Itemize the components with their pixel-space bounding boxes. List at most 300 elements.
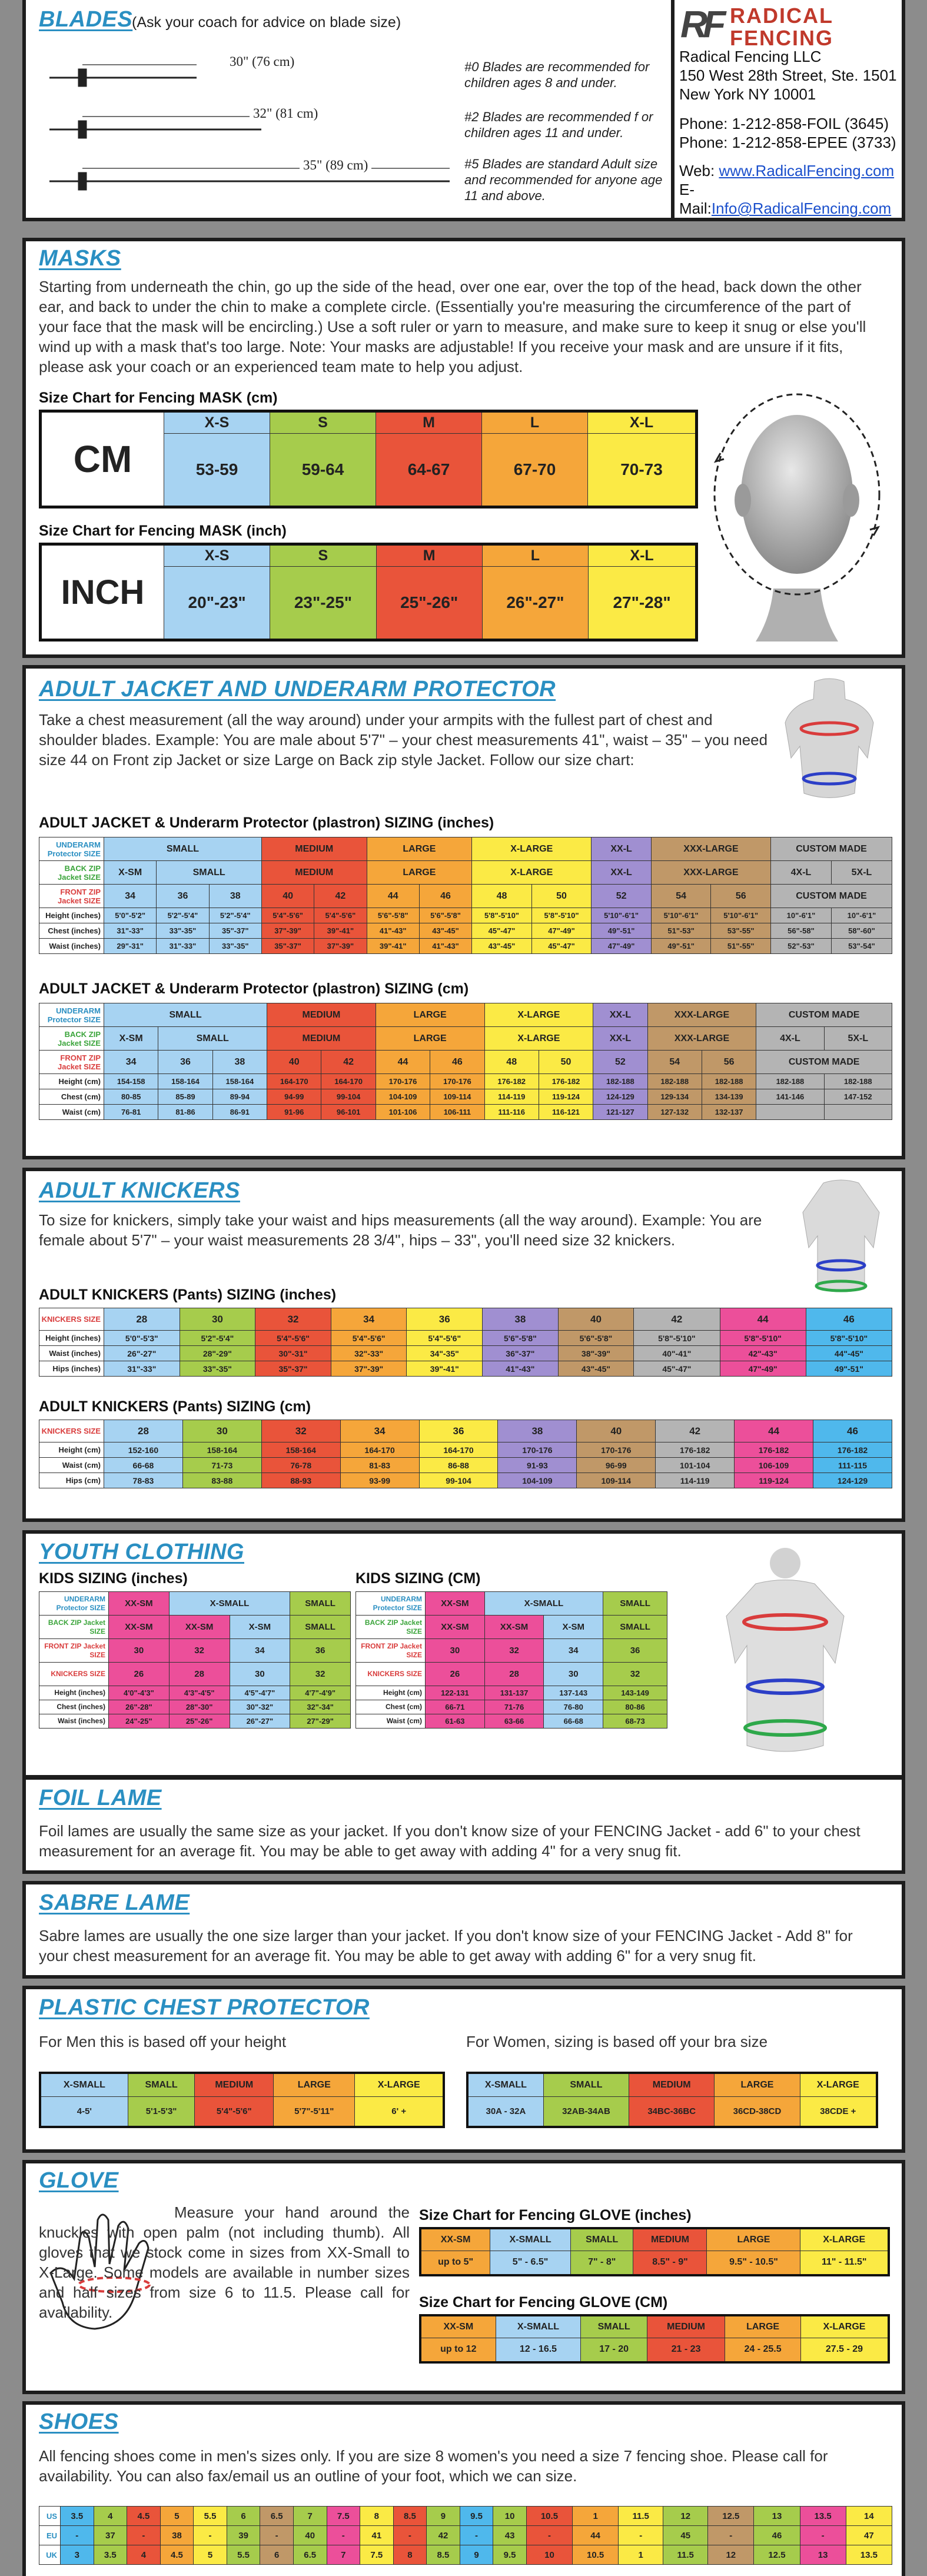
mask-size: S [270, 544, 376, 567]
table-cell: 11" - 11.5" [800, 2251, 889, 2275]
row-label: BACK ZIP Jacket SIZE [39, 861, 104, 885]
table-cell: 132-137 [702, 1105, 756, 1120]
table-cell: 10.5 [526, 2507, 572, 2526]
row-label: KNICKERS SIZE [39, 1308, 104, 1331]
table-cell: 4'7"-4'9" [290, 1686, 351, 1700]
table-cell: 6 [227, 2507, 260, 2526]
table-cell: X-LARGE [355, 2073, 444, 2096]
table-cell: 4'3"-4'5" [169, 1686, 230, 1700]
table-cell: 111-116 [484, 1105, 539, 1120]
table-cell: - [61, 2526, 94, 2545]
blade-length-1: 32" (81 cm) [250, 106, 321, 121]
row-label: UK [39, 2545, 61, 2565]
table-cell: X-LARGE [800, 2073, 877, 2096]
table-cell: 42 [656, 1420, 735, 1442]
table-cell: 17 - 20 [581, 2338, 647, 2362]
chest-women-table [466, 2072, 878, 2128]
table-cell: 37"-39" [261, 923, 314, 939]
table-cell: 10 [526, 2545, 572, 2565]
row-label: BACK ZIP Jacket SIZE [39, 1616, 109, 1639]
table-cell: 47"-49" [592, 939, 652, 954]
table-cell: 5'2"-5'4" [180, 1331, 255, 1346]
table-cell: 44 [735, 1420, 813, 1442]
table-cell: 38 [483, 1308, 559, 1331]
table-cell: 9.5 [493, 2545, 527, 2565]
table-cell: 54 [651, 885, 711, 908]
table-cell: XX-SM [420, 2315, 496, 2338]
row-label: UNDERARM Protector SIZE [39, 837, 104, 861]
jacket-inch-title: ADULT JACKET & Underarm Protector (plastron) SIZING (inches) [39, 815, 494, 831]
row-label: Waist (inches) [39, 939, 104, 954]
logo-text: RADICAL FENCING [730, 4, 833, 50]
table-cell: SMALL [157, 861, 262, 885]
table-cell: 30"-32" [230, 1700, 290, 1714]
table-cell: 8.5" - 9" [633, 2251, 707, 2275]
table-cell: 158-164 [261, 1442, 340, 1458]
table-cell: 45 [663, 2526, 708, 2545]
table-cell: 5" - 6.5" [490, 2251, 571, 2275]
kids-cm-table [355, 1591, 667, 1729]
table-cell: 3.5 [94, 2545, 127, 2565]
table-cell: 51"-55" [711, 939, 771, 954]
mask-cm-value: 70-73 [588, 434, 697, 507]
row-label: KNICKERS SIZE [356, 1663, 426, 1686]
table-cell: 114-119 [656, 1473, 735, 1488]
table-cell: CUSTOM MADE [756, 1003, 892, 1027]
table-cell: 176-182 [656, 1442, 735, 1458]
table-cell: 99-104 [321, 1089, 376, 1105]
table-cell: 49"-51" [651, 939, 711, 954]
phone-1: Phone: 1-212-858-FOIL (3645) [679, 115, 889, 132]
table-cell: SMALL [581, 2315, 647, 2338]
table-cell: 46 [813, 1420, 892, 1442]
table-cell: 47 [846, 2526, 892, 2545]
table-cell: up to 5" [420, 2251, 490, 2275]
table-cell: XX-SM [426, 1592, 485, 1616]
table-cell: LARGE [707, 2228, 800, 2251]
table-cell: 122-131 [426, 1686, 485, 1700]
phone-2: Phone: 1-212-858-EPEE (3733) [679, 134, 896, 151]
table-cell: LARGE [715, 2073, 800, 2096]
table-cell: 5'0"-5'3" [104, 1331, 180, 1346]
table-cell: 34"-35" [407, 1346, 483, 1361]
table-cell: 91-93 [498, 1458, 577, 1473]
glove-cm-table [419, 2314, 890, 2364]
row-label: Waist (cm) [39, 1458, 104, 1473]
mask-cm-value: 59-64 [270, 434, 376, 507]
jacket-section [22, 665, 905, 1159]
table-cell: 39"-41" [407, 1361, 483, 1377]
row-label: Waist (inches) [39, 1346, 104, 1361]
table-cell: 1 [573, 2507, 619, 2526]
table-cell: 5'6"-5'8" [367, 908, 419, 923]
table-cell: 31"-33" [104, 1361, 180, 1377]
table-cell: 85-89 [158, 1089, 212, 1105]
table-cell: MEDIUM [633, 2228, 707, 2251]
company-name: Radical Fencing LLC [679, 48, 822, 65]
knickers-inch-title: ADULT KNICKERS (Pants) SIZING (inches) [39, 1287, 337, 1303]
table-cell: SMALL [543, 2073, 629, 2096]
table-cell: 4.5 [160, 2545, 194, 2565]
mask-cm-value: 53-59 [164, 434, 270, 507]
table-cell: 32 [255, 1308, 331, 1331]
table-cell: 5'10"-6'1" [592, 908, 652, 923]
row-label: FRONT ZIP Jacket SIZE [39, 885, 104, 908]
table-cell: 80-86 [603, 1700, 667, 1714]
table-cell: 6.5 [260, 2507, 294, 2526]
mask-inch-title: Size Chart for Fencing MASK (inch) [39, 523, 287, 539]
table-cell: - [800, 2526, 846, 2545]
masks-section [22, 238, 905, 658]
row-label: Chest (inches) [39, 923, 104, 939]
table-cell: 27.5 - 29 [800, 2338, 889, 2362]
table-cell: 33"-35" [157, 923, 209, 939]
table-cell: 38 [212, 1051, 267, 1074]
table-cell: 124-129 [593, 1089, 647, 1105]
table-cell: 48 [484, 1051, 539, 1074]
chest-title: PLASTIC CHEST PROTECTOR [39, 1995, 370, 2020]
table-cell: 42 [314, 885, 367, 908]
table-cell: 158-164 [182, 1442, 261, 1458]
jacket-title: ADULT JACKET AND UNDERARM PROTECTOR [39, 677, 556, 702]
table-cell: 14 [846, 2507, 892, 2526]
table-cell: 49"-51" [592, 923, 652, 939]
table-cell: 35"-37" [255, 1361, 331, 1377]
table-cell: 127-132 [647, 1105, 702, 1120]
kids-inch-table [39, 1591, 351, 1729]
table-cell: 38 [160, 2526, 194, 2545]
table-cell: 5'4"-5'6" [331, 1331, 407, 1346]
blades-title: BLADES [39, 7, 133, 32]
blade-length-2: 35" (89 cm) [300, 158, 371, 173]
table-cell: 170-176 [577, 1442, 656, 1458]
table-cell: 35"-37" [261, 939, 314, 954]
table-cell: LARGE [725, 2315, 801, 2338]
table-cell: LARGE [367, 837, 472, 861]
table-cell: 66-71 [426, 1700, 485, 1714]
table-cell: 106-109 [735, 1458, 813, 1473]
row-label: Height (inches) [39, 1686, 109, 1700]
table-cell: 182-188 [702, 1074, 756, 1089]
table-cell: 5'6"-5'8" [558, 1331, 634, 1346]
table-cell: 40"-41" [634, 1346, 720, 1361]
table-cell: 5'2"-5'4" [157, 908, 209, 923]
table-cell: 164-170 [321, 1074, 376, 1089]
table-cell: X-SM [544, 1616, 603, 1639]
table-cell: XXX-LARGE [651, 837, 770, 861]
table-cell: 106-111 [430, 1105, 484, 1120]
table-cell: 52 [593, 1051, 647, 1074]
row-label: Waist (cm) [39, 1105, 104, 1120]
torso-illustration [779, 676, 879, 829]
blade-note-2: #5 Blades are standard Adult size and recommended for anyone age 11 and above. [464, 157, 663, 203]
table-cell: 34 [104, 885, 157, 908]
table-cell: X-SM [230, 1616, 290, 1639]
table-cell: SMALL [104, 837, 262, 861]
table-cell: 176-182 [735, 1442, 813, 1458]
chest-section [22, 1986, 905, 2153]
table-cell: 116-121 [539, 1105, 593, 1120]
table-cell: 37"-39" [314, 939, 367, 954]
row-label: BACK ZIP Jacket SIZE [356, 1616, 426, 1639]
table-cell: 170-176 [376, 1074, 430, 1089]
table-cell: 76-81 [104, 1105, 158, 1120]
table-cell: 11.5 [619, 2507, 663, 2526]
chest-women-note: For Women, sizing is based off your bra size [466, 2033, 768, 2050]
table-cell: 40 [261, 885, 314, 908]
table-cell: 141-146 [756, 1089, 824, 1105]
table-cell: 12 [708, 2545, 754, 2565]
table-cell: 76-80 [544, 1700, 603, 1714]
shoes-text: All fencing shoes come in men's sizes only. If you are size 8 women's you need a size 7 fencing shoe. Please call for availability. You can also fax/email us an outline of your foot, which we can size. [39, 2447, 828, 2485]
table-cell: XX-L [593, 1027, 647, 1051]
glove-title: GLOVE [39, 2168, 119, 2193]
table-cell: X-LARGE [800, 2228, 889, 2251]
table-cell: 9 [460, 2545, 493, 2565]
table-cell: LARGE [274, 2073, 355, 2096]
table-cell: - [619, 2526, 663, 2545]
table-cell: 36CD-38CD [715, 2096, 800, 2127]
email-link[interactable]: Info@RadicalFencing.com [711, 200, 892, 217]
mask-inch-value: 25"-26" [376, 567, 482, 640]
table-cell: 56 [702, 1051, 756, 1074]
table-cell: 12 [663, 2507, 708, 2526]
row-label: Height (cm) [356, 1686, 426, 1700]
table-cell: 29"-31" [104, 939, 157, 954]
youth-title: YOUTH CLOTHING [39, 1540, 244, 1564]
table-cell: 104-109 [376, 1089, 430, 1105]
logo [680, 2, 904, 49]
table-cell: 6.5 [293, 2545, 327, 2565]
table-cell: 40 [293, 2526, 327, 2545]
mask-size: X-S [164, 544, 270, 567]
table-cell: up to 12 [420, 2338, 496, 2362]
mask-cm-table [39, 410, 698, 508]
table-cell: 24"-25" [109, 1714, 170, 1729]
table-cell: - [460, 2526, 493, 2545]
table-cell: SMALL [104, 1003, 267, 1027]
table-cell: 158-164 [158, 1074, 212, 1089]
table-cell: 32AB-34AB [543, 2096, 629, 2127]
web-link[interactable]: www.RadicalFencing.com [719, 162, 895, 180]
table-cell: 52 [592, 885, 652, 908]
table-cell: 36 [157, 885, 209, 908]
table-cell: - [260, 2526, 294, 2545]
table-cell: 96-99 [577, 1458, 656, 1473]
shoes-title: SHOES [39, 2409, 119, 2434]
table-cell: X-SMALL [484, 1592, 603, 1616]
table-cell: SMALL [570, 2228, 633, 2251]
table-cell: 35"-37" [209, 923, 261, 939]
table-cell: XX-L [592, 861, 652, 885]
mask-size: X-S [164, 411, 270, 434]
table-cell: - [708, 2526, 754, 2545]
table-cell: 8 [360, 2507, 394, 2526]
table-cell: 6 [260, 2545, 294, 2565]
table-cell: 5'4"-5'6" [314, 908, 367, 923]
table-cell: 46 [419, 885, 471, 908]
table-cell: 47"-49" [720, 1361, 806, 1377]
table-cell: 147-152 [824, 1089, 892, 1105]
table-cell: 32"-33" [331, 1346, 407, 1361]
table-cell: 86-91 [212, 1105, 267, 1120]
table-cell: 30"-31" [255, 1346, 331, 1361]
table-cell: 5 [194, 2545, 227, 2565]
table-cell: 81-86 [158, 1105, 212, 1120]
table-cell: 48 [472, 885, 532, 908]
table-cell: 28"-30" [169, 1700, 230, 1714]
table-cell: SMALL [290, 1592, 351, 1616]
table-cell: 44 [573, 2526, 619, 2545]
table-cell: 30 [426, 1639, 485, 1663]
table-cell: 5'8"-5'10" [720, 1331, 806, 1346]
table-cell: XX-SM [420, 2228, 490, 2251]
table-cell: 32 [484, 1639, 544, 1663]
table-cell: 38CDE + [800, 2096, 877, 2127]
table-cell: 119-124 [539, 1089, 593, 1105]
sabre-section [22, 1881, 905, 1979]
table-cell: 52"-53" [771, 939, 832, 954]
table-cell: 32 [169, 1639, 230, 1663]
table-cell: X-SMALL [490, 2228, 571, 2251]
table-cell: 137-143 [544, 1686, 603, 1700]
table-cell: SMALL [290, 1616, 351, 1639]
knickers-cm-title: ADULT KNICKERS (Pants) SIZING (cm) [39, 1398, 311, 1415]
mask-cm-value: 67-70 [482, 434, 588, 507]
table-cell: 71-73 [182, 1458, 261, 1473]
table-cell: XXX-LARGE [651, 861, 770, 885]
table-cell: 66-68 [104, 1458, 183, 1473]
table-cell: 46 [430, 1051, 484, 1074]
table-cell: 154-158 [104, 1074, 158, 1089]
youth-section [22, 1530, 905, 1779]
table-cell: 66-68 [544, 1714, 603, 1729]
table-cell: 28 [104, 1420, 183, 1442]
table-cell: 68-73 [603, 1714, 667, 1729]
mask-cm-label: CM [41, 411, 164, 507]
table-cell: 33"-35" [180, 1361, 255, 1377]
contact-panel [675, 0, 905, 221]
table-cell: 5'10"-6'1" [651, 908, 711, 923]
mask-size: S [270, 411, 376, 434]
table-cell: 40 [558, 1308, 634, 1331]
table-cell: 5'8"-5'10" [806, 1331, 892, 1346]
table-cell: 78-83 [104, 1473, 183, 1488]
table-cell: 41"-43" [367, 923, 419, 939]
table-cell: 5'8"-5'10" [531, 908, 592, 923]
table-cell: 36"-37" [483, 1346, 559, 1361]
knickers-text: To size for knickers, simply take your waist and hips measurements (all the way around). Example: You are female about 5'7" – your waist measurements 28 3/4", hips – 33", you'll need size 32 knickers. [39, 1211, 762, 1249]
table-cell: CUSTOM MADE [771, 837, 892, 861]
table-cell: XX-L [593, 1003, 647, 1027]
table-cell: 33"-35" [209, 939, 261, 954]
row-label: KNICKERS SIZE [39, 1420, 104, 1442]
chest-men-note: For Men this is based off your height [39, 2033, 287, 2050]
table-cell: SMALL [158, 1027, 267, 1051]
table-cell: X-SMALL [467, 2073, 543, 2096]
mask-inch-value: 26"-27" [482, 567, 588, 640]
mask-size: M [376, 411, 482, 434]
table-cell: 32 [603, 1663, 667, 1686]
table-cell: 41"-43" [483, 1361, 559, 1377]
table-cell: 176-182 [484, 1074, 539, 1089]
mask-cm-title: Size Chart for Fencing MASK (cm) [39, 390, 278, 406]
table-cell: 53"-54" [831, 939, 892, 954]
table-cell: 124-129 [813, 1473, 892, 1488]
table-cell: 56"-58" [771, 923, 832, 939]
row-label: EU [39, 2526, 61, 2545]
table-cell: 26 [426, 1663, 485, 1686]
row-label: UNDERARM Protector SIZE [356, 1592, 426, 1616]
row-label: Height (inches) [39, 908, 104, 923]
mask-inch-value: 23"-25" [270, 567, 376, 640]
table-cell: 45"-47" [472, 923, 532, 939]
table-cell: 51"-53" [651, 923, 711, 939]
glove-text: Measure your hand around the knuckles with open palm (not including thumb). All gloves that we stock come in sizes from XX-Small to X-Large. Some models are available in number sizes and half sizes from size 6 to 11.5. Please call for availability. [39, 2203, 410, 2321]
table-cell: 38"-39" [558, 1346, 634, 1361]
table-cell: 32"-34" [290, 1700, 351, 1714]
table-cell: 104-109 [498, 1473, 577, 1488]
table-cell: 80-85 [104, 1089, 158, 1105]
table-cell: 26"-27" [230, 1714, 290, 1729]
table-cell: 182-188 [756, 1074, 824, 1089]
jacket-cm-table [39, 1003, 892, 1120]
mask-size: L [482, 544, 588, 567]
knickers-section [22, 1168, 905, 1522]
table-cell: 12.5 [754, 2545, 800, 2565]
row-label: Height (cm) [39, 1442, 104, 1458]
table-cell: 13.5 [800, 2507, 846, 2526]
table-cell: X-LARGE [484, 1003, 593, 1027]
table-cell: 36 [158, 1051, 212, 1074]
table-cell: 89-94 [212, 1089, 267, 1105]
table-cell: 39"-41" [314, 923, 367, 939]
table-cell: 88-93 [261, 1473, 340, 1488]
mask-size: L [482, 411, 588, 434]
table-cell: LARGE [367, 861, 472, 885]
table-cell: 6' + [355, 2096, 444, 2127]
jacket-cm-title: ADULT JACKET & Underarm Protector (plastron) SIZING (cm) [39, 980, 469, 997]
table-cell: 44 [720, 1308, 806, 1331]
table-cell: 9.5" - 10.5" [707, 2251, 800, 2275]
table-cell: XXX-LARGE [647, 1027, 756, 1051]
table-cell: 13.5 [846, 2545, 892, 2565]
table-cell: 34 [230, 1639, 290, 1663]
table-cell: 109-114 [577, 1473, 656, 1488]
table-cell: 42"-43" [720, 1346, 806, 1361]
table-cell: 34 [331, 1308, 407, 1331]
table-cell: 36 [419, 1420, 498, 1442]
table-cell: 38 [209, 885, 261, 908]
row-label: FRONT ZIP Jacket SIZE [39, 1051, 104, 1074]
table-cell: 10"-6'1" [831, 908, 892, 923]
shoes-section [22, 2401, 905, 2576]
table-cell: XX-SM [484, 1616, 544, 1639]
table-cell: MEDIUM [267, 1027, 376, 1051]
table-cell: - [327, 2526, 360, 2545]
table-cell: 4X-L [756, 1027, 824, 1051]
table-cell: 34BC-36BC [629, 2096, 715, 2127]
table-cell: - [393, 2526, 427, 2545]
mannequin-illustration [791, 1177, 891, 1307]
table-cell: X-SM [104, 1027, 158, 1051]
glove-inch-title: Size Chart for Fencing GLOVE (inches) [419, 2207, 692, 2223]
table-cell: 12 - 16.5 [496, 2338, 581, 2362]
table-cell: 11.5 [663, 2545, 708, 2565]
table-cell: SMALL [603, 1592, 667, 1616]
table-cell: 36 [290, 1639, 351, 1663]
row-label: FRONT ZIP Jacket SIZE [39, 1639, 109, 1663]
